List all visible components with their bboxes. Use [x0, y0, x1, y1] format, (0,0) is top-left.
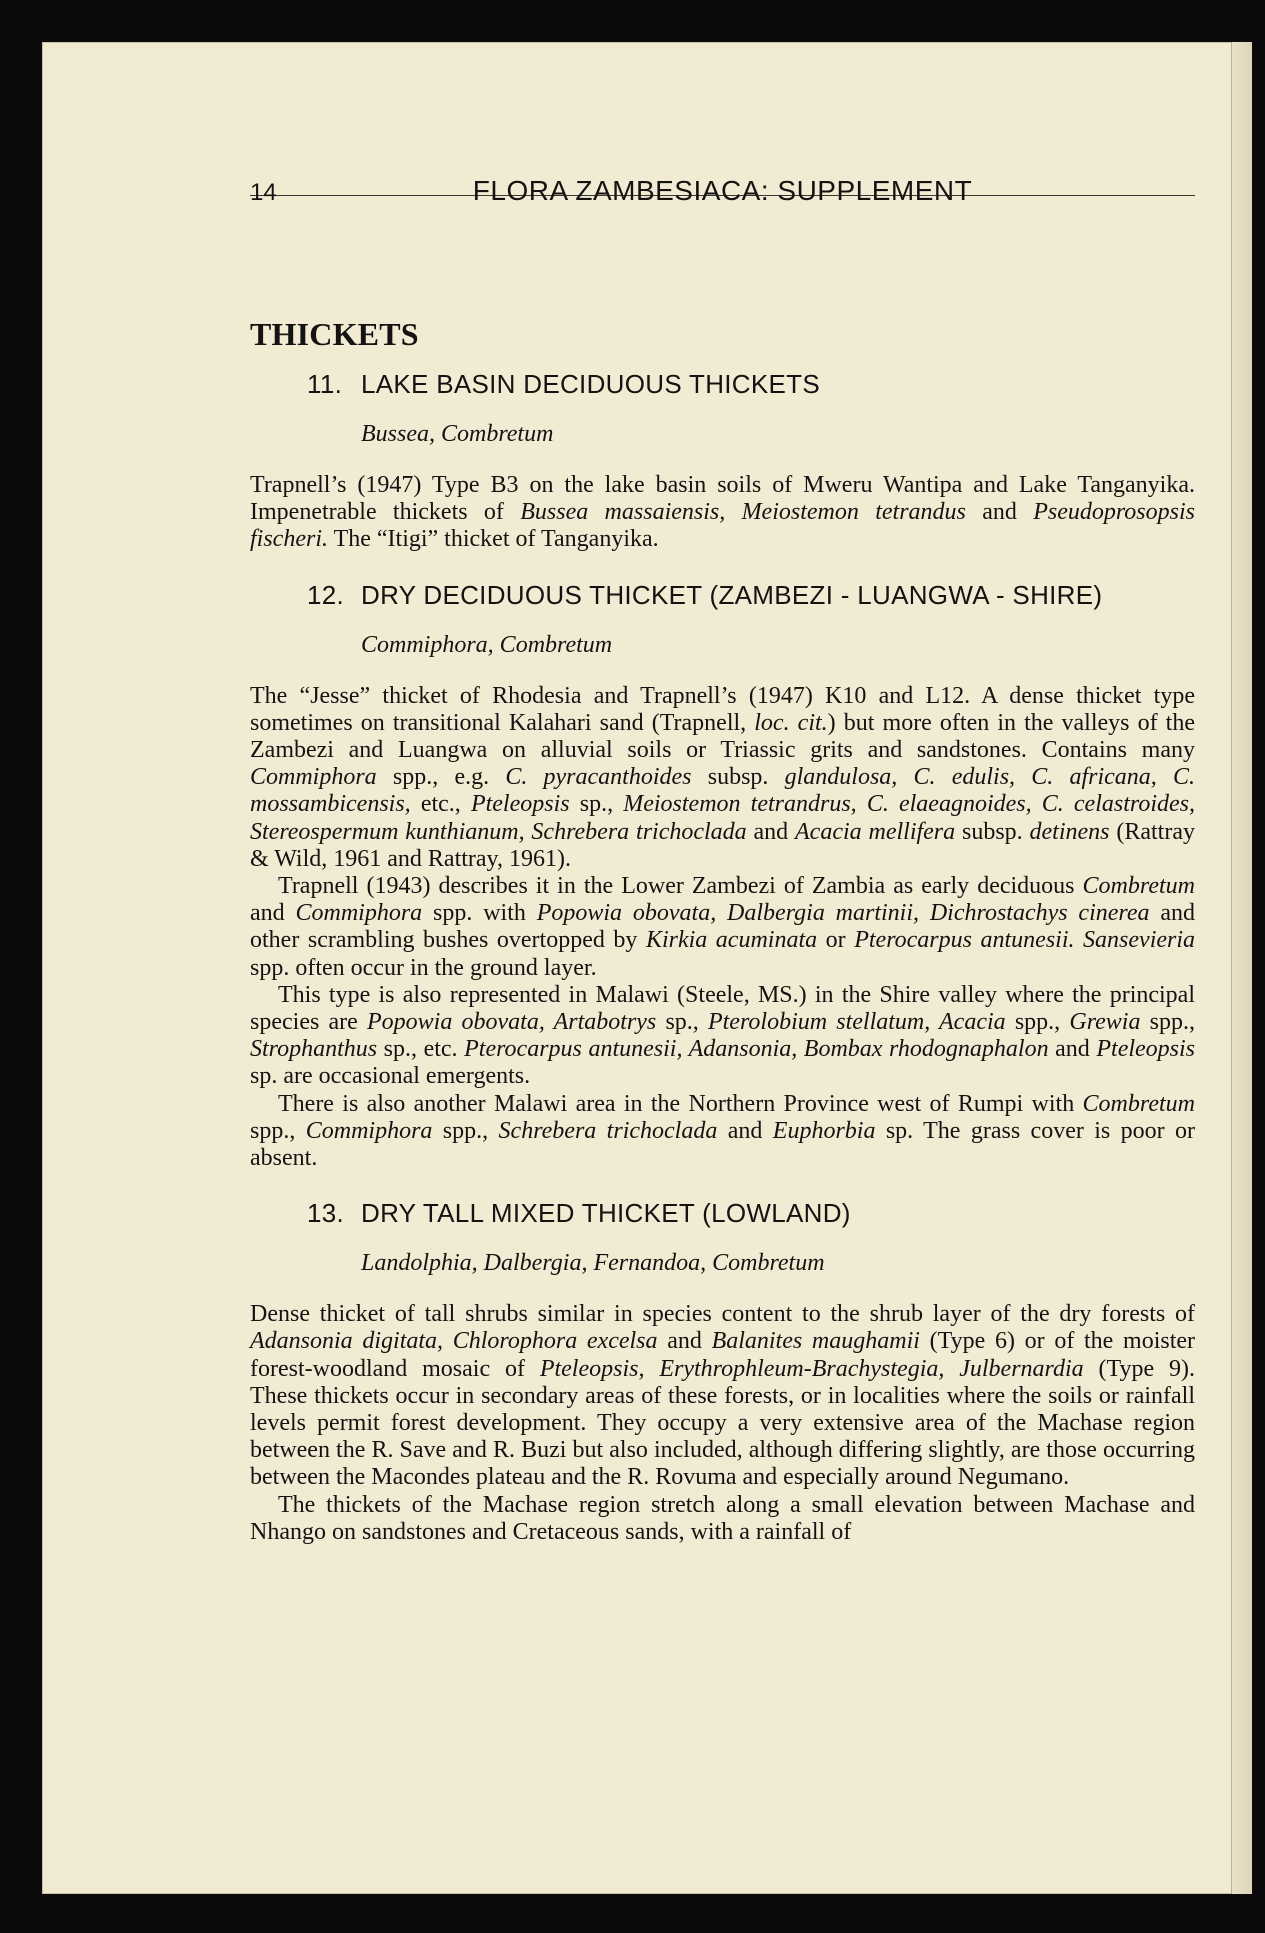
taxon-name: Commiphora: [295, 900, 423, 927]
section-genera: Commiphora, Combretum: [361, 631, 613, 658]
text-run: (Type 6) or of the moister forest-woodland mosaic of: [250, 1328, 1196, 1382]
taxon-name: Bussea massaiensis, Meiostemon tetrandus: [520, 499, 966, 526]
text-run: spp.,: [250, 1117, 306, 1144]
text-run: etc.,: [410, 791, 471, 818]
book-page: [42, 42, 1252, 1894]
taxon-name: Pterocarpus antunesii, Adansonia, Bombax rhodognaphalon: [464, 1036, 1049, 1063]
text-run: spp. often occur in the ground layer.: [250, 954, 597, 981]
page-header: [250, 137, 1195, 206]
text-run: and: [746, 818, 796, 845]
taxon-name: Schrebera trichoclada: [498, 1117, 718, 1144]
text-run: and: [657, 1328, 712, 1355]
taxon-name: Kirkia acuminata: [645, 927, 818, 954]
taxon-name: Popowia obovata, Dalbergia martinii, Dichrostachys cinerea: [536, 900, 1150, 927]
text-run: sp.,: [656, 1009, 708, 1036]
text-run: This type is also represented in Malawi (Steele, MS.) in the Shire valley where the principal species are: [250, 981, 1195, 1036]
body-paragraph: [250, 1301, 1195, 1491]
text-run: and: [250, 900, 296, 927]
section-genera: Bussea, Combretum: [361, 421, 554, 447]
running-title: FLORA ZAMBESIACA: SUPPLEMENT: [472, 175, 973, 206]
body-paragraph: [250, 683, 1195, 873]
text-run: and: [1048, 1036, 1097, 1063]
taxon-name: Pterocarpus antunesii. Sansevieria: [854, 927, 1196, 954]
body-paragraph: [250, 873, 1195, 982]
text-run: sp., etc.: [377, 1036, 465, 1063]
text-run: subsp.: [691, 764, 785, 791]
taxon-name: Pteleopsis: [1096, 1036, 1196, 1063]
text-run: spp. with: [422, 900, 537, 927]
section-number: 13.: [307, 1198, 345, 1229]
text-run: (Type 9). These thickets occur in secondary areas of these forests, or in localities where the soils or rainfall levels permit forest development. They occupy a very extensive area of the Machase region between the R. Save and R. Buzi but also included, although differing slightly, are those occurring between the Macondes plateau and the R. Rovuma and especially around Negumano.: [250, 1355, 1196, 1491]
taxon-name: Pteleopsis, Erythrophleum-Brachystegia, Julbernardia: [539, 1355, 1084, 1382]
text-run: or: [817, 927, 855, 954]
text-run: The “Jesse” thicket of Rhodesia and Trapnell’s (1947) K10 and L12. A dense thicket type sometimes on transitional Kalahari sand (Trapnell,: [250, 682, 1195, 736]
section-title: LAKE BASIN DECIDUOUS THICKETS: [361, 369, 820, 399]
section-12: [250, 580, 1195, 1173]
text-run: ) but more often in the valleys of the Zambezi and Luangwa on alluvial soils or Triassic grits and sandstones. Contains many: [250, 709, 1195, 764]
taxon-name: Balanites maughamii: [711, 1328, 920, 1355]
taxon-name: Adansonia digitata, Chlorophora excelsa: [250, 1328, 658, 1355]
section-heading: [250, 369, 1195, 399]
taxon-name: Commiphora: [250, 764, 377, 791]
section-number: 12.: [307, 579, 345, 610]
text-run: sp. The grass cover is poor or absent.: [250, 1117, 1196, 1172]
section-number: 11.: [307, 369, 343, 399]
body-paragraph: [250, 1091, 1195, 1173]
text-run: spp.,: [432, 1117, 499, 1144]
section-title: DRY DECIDUOUS THICKET (ZAMBEZI - LUANGWA - SHIRE): [361, 579, 1103, 610]
taxon-name: Combretum: [1082, 1090, 1195, 1117]
text-run: There is also another Malawi area in the Northern Province west of Rumpi with: [278, 1090, 1083, 1117]
text-run: and: [965, 499, 1034, 526]
taxon-name: Euphorbia: [772, 1117, 876, 1144]
section-heading: [250, 1198, 1195, 1228]
text-run: The thickets of the Machase region stretch along a small elevation between Machase and Nhango on sandstones and Cretaceous sands, with a rainfall of: [250, 1491, 1195, 1545]
text-run: (Rattray & Wild, 1961 and Rattray, 1961).: [250, 818, 1195, 872]
taxon-name: detinens: [1029, 818, 1110, 845]
section-heading: [250, 580, 1195, 610]
page-number: 14: [250, 179, 277, 206]
text-run: spp., e.g.: [376, 764, 506, 791]
text-run: The “Itigi” thicket of Tanganyika.: [328, 526, 659, 553]
taxon-name: C. pyracanthoides: [505, 764, 692, 791]
text-run: Dense thicket of tall shrubs similar in species content to the shrub layer of the dry forests of: [250, 1301, 1195, 1328]
taxon-name: Pseudoprosopsis fischeri.: [250, 499, 1195, 553]
taxon-name: Pterolobium stellatum, Acacia: [707, 1009, 1006, 1036]
section-13: [250, 1198, 1195, 1546]
text-run: spp.,: [1005, 1009, 1070, 1036]
taxon-name: Grewia: [1069, 1009, 1141, 1036]
text-run: sp. are occasional emergents.: [250, 1063, 531, 1090]
taxon-name: Acacia mellifera: [795, 818, 956, 845]
taxon-name: glandulosa, C. edulis, C. africana, C. mossambicensis,: [250, 764, 1196, 818]
taxon-name: Pteleopsis: [470, 791, 570, 818]
taxon-name: Popowia obovata, Artabotrys: [366, 1009, 657, 1036]
section-genera: Landolphia, Dalbergia, Fernandoa, Combretum: [361, 1250, 825, 1277]
section-11: [250, 369, 1195, 554]
section-title: DRY TALL MIXED THICKET (LOWLAND): [361, 1198, 851, 1229]
chapter-title: THICKETS: [250, 316, 419, 352]
page-edge: [1231, 42, 1252, 1894]
text-run: and other scrambling bushes overtopped by: [250, 900, 1196, 954]
page-content: [250, 137, 1195, 1546]
body-paragraph: [250, 472, 1195, 554]
body-paragraph: [250, 1492, 1195, 1546]
text-run: sp.,: [569, 791, 624, 818]
taxon-name: Meiostemon tetrandrus, C. elaeagnoides, C. celastroides, Stereospermum kunthianum, Schrebera trichoclada: [250, 791, 1195, 845]
taxon-name: Strophanthus: [250, 1036, 378, 1063]
text-run: Trapnell (1943) describes it in the Lower Zambezi of Zambia as early deciduous: [278, 873, 1083, 900]
taxon-name: loc. cit.: [754, 709, 828, 736]
taxon-name: Commiphora: [305, 1117, 433, 1144]
sections-container: [250, 369, 1195, 1546]
text-run: and: [717, 1117, 773, 1144]
text-run: subsp.: [955, 818, 1030, 845]
body-paragraph: [250, 982, 1195, 1091]
text-run: Trapnell’s (1947) Type B3 on the lake basin soils of Mweru Wantipa and Lake Tanganyika. Impenetrable thickets of: [250, 472, 1195, 526]
text-run: spp.,: [1140, 1009, 1195, 1036]
taxon-name: Combretum: [1082, 873, 1195, 900]
